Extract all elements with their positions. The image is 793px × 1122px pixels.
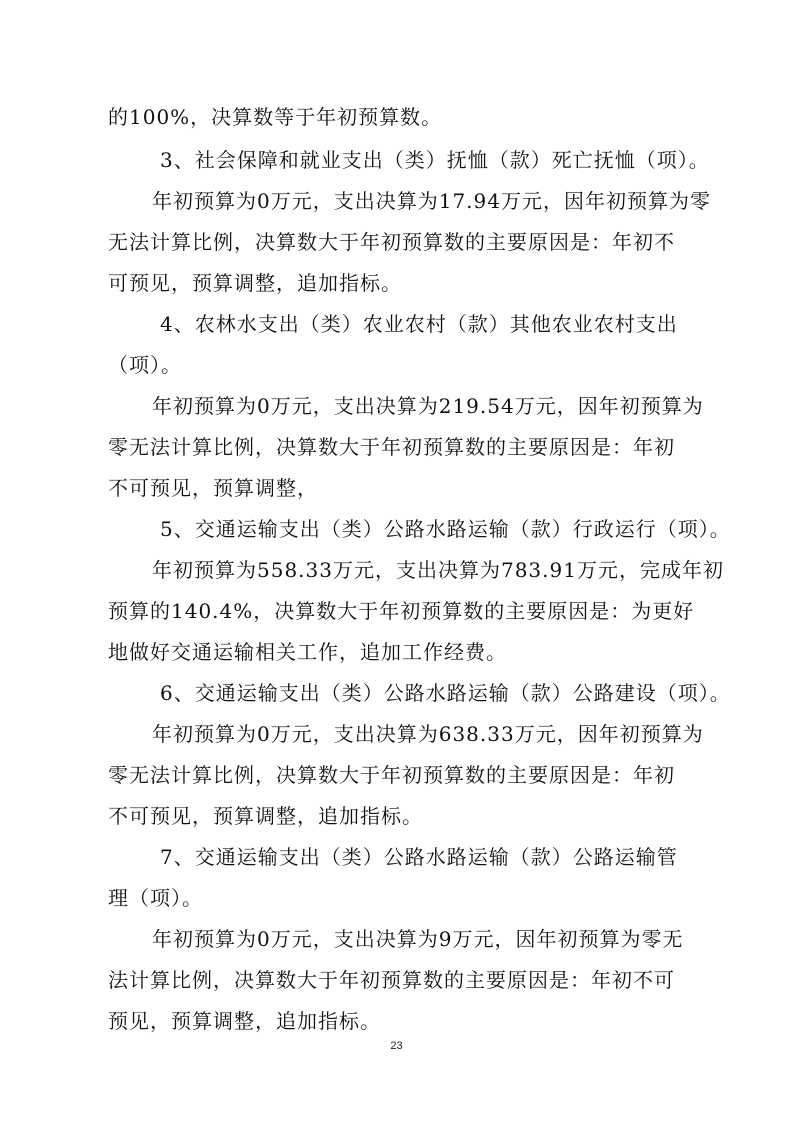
paragraph-line: 不可预见，预算调整，追加指标。 [108,804,423,828]
paragraph-line: 的100%，决算数等于年初预算数。 [108,105,443,129]
paragraph-line: 零无法计算比例，决算数大于年初预算数的主要原因是：年初 [108,435,675,459]
section-heading-3: 3、社会保障和就业支出（类）抚恤（款）死亡抚恤（项）。 [160,148,710,172]
section-heading-4: 4、农林水支出（类）农业农村（款）其他农业农村支出 [160,312,678,336]
paragraph-line: 预见，预算调整，追加指标。 [108,1009,381,1033]
section-heading-5: 5、交通运输支出（类）公路水路运输（款）行政运行（项）。 [160,517,731,541]
paragraph-line: 年初预算为0万元，支出决算为9万元，因年初预算为零无 [152,927,684,951]
paragraph-line: 可预见，预算调整，追加指标。 [108,271,402,295]
paragraph-line: 预算的140.4%，决算数大于年初预算数的主要原因是：为更好 [108,599,695,623]
section-heading-6: 6、交通运输支出（类）公路水路运输（款）公路建设（项）。 [160,681,731,705]
paragraph-line: 法计算比例，决算数大于年初预算数的主要原因是：年初不可 [108,968,675,992]
paragraph-line: 年初预算为558.33万元，支出决算为783.91万元，完成年初 [152,558,724,582]
paragraph-line: 零无法计算比例，决算数大于年初预算数的主要原因是：年初 [108,763,675,787]
paragraph-line: 不可预见，预算调整， [108,476,318,500]
paragraph-line: 年初预算为0万元，支出决算为638.33万元，因年初预算为 [152,722,704,746]
paragraph-line: 无法计算比例，决算数大于年初预算数的主要原因是：年初不 [108,230,675,254]
paragraph-line: （项）。 [108,353,182,377]
section-heading-7: 7、交通运输支出（类）公路水路运输（款）公路运输管 [160,845,678,869]
paragraph-line: 理（项）。 [108,886,203,910]
page-number: 23 [390,1040,403,1052]
paragraph-line: 年初预算为0万元，支出决算为219.54万元，因年初预算为 [152,394,704,418]
paragraph-line: 地做好交通运输相关工作，追加工作经费。 [108,640,507,664]
paragraph-line: 年初预算为0万元，支出决算为17.94万元，因年初预算为零 [152,189,711,213]
